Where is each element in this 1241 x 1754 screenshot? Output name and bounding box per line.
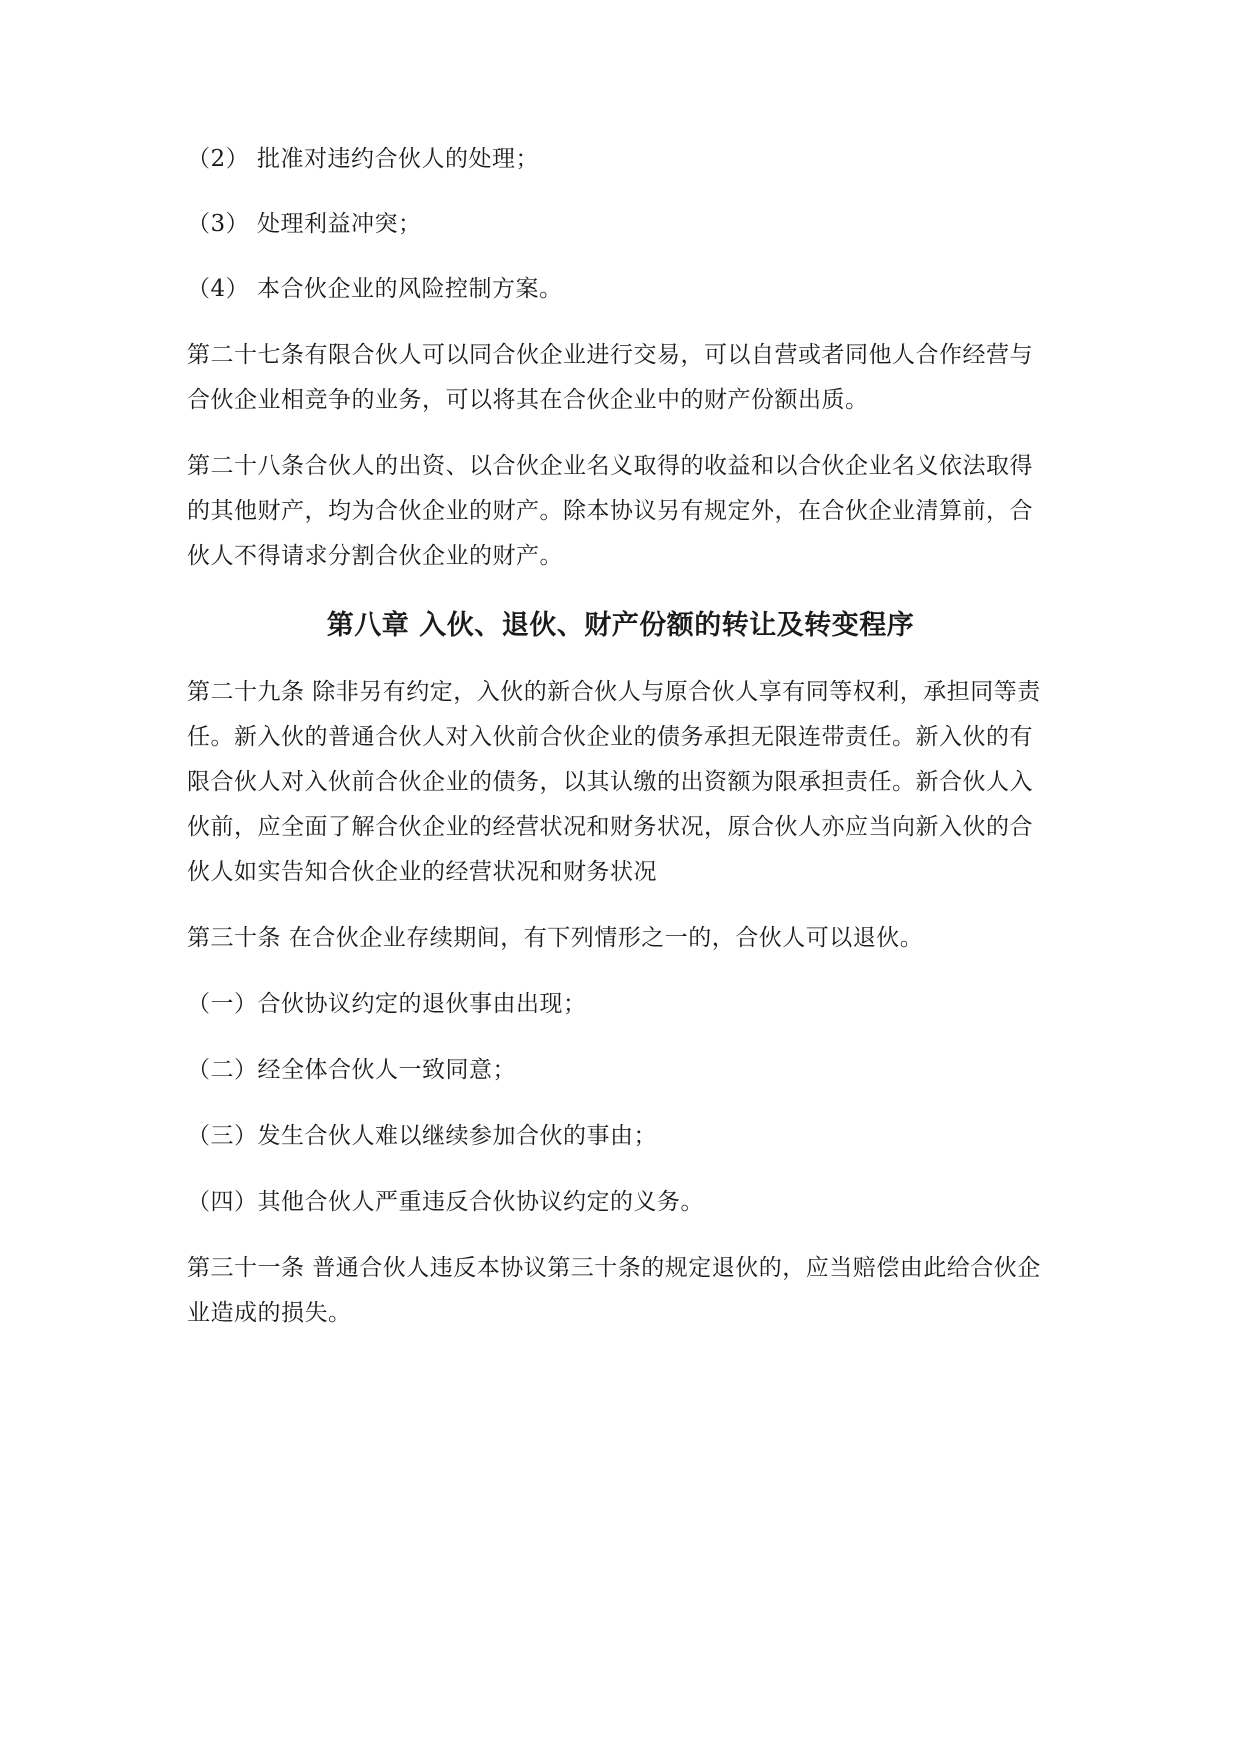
paragraph-line: 第二十八条合伙人的出资、以合伙企业名义取得的收益和以合伙企业名义依法取得 bbox=[187, 453, 1033, 479]
list-item-2: （2） 批准对违约合伙人的处理； bbox=[187, 146, 539, 172]
paragraph-line: 任。新入伙的普通合伙人对入伙前合伙企业的债务承担无限连带责任。新入伙的有 bbox=[187, 724, 1033, 750]
paragraph-line: 第二十九条 除非另有约定，入伙的新合伙人与原合伙人享有同等权利，承担同等责 bbox=[187, 679, 1041, 705]
chapter-heading: 第八章 入伙、退伙、财产份额的转让及转变程序 bbox=[326, 610, 915, 641]
paragraph-line: 限合伙人对入伙前合伙企业的债务，以其认缴的出资额为限承担责任。新合伙人入 bbox=[187, 769, 1033, 795]
paragraph-line: 合伙企业相竞争的业务，可以将其在合伙企业中的财产份额出质。 bbox=[187, 387, 869, 413]
list-item-4: （4） 本合伙企业的风险控制方案。 bbox=[187, 276, 563, 302]
paragraph-line: 第三十一条 普通合伙人违反本协议第三十条的规定退伙的，应当赔偿由此给合伙企 bbox=[187, 1255, 1041, 1281]
list-item: （一）合伙协议约定的退伙事由出现； bbox=[187, 991, 587, 1017]
paragraph-line: 第二十七条有限合伙人可以同合伙企业进行交易，可以自营或者同他人合作经营与 bbox=[187, 342, 1033, 368]
paragraph-line: 伙前，应全面了解合伙企业的经营状况和财务状况，原合伙人亦应当向新入伙的合 bbox=[187, 814, 1033, 840]
list-item: （二）经全体合伙人一致同意； bbox=[187, 1057, 516, 1083]
list-item: （四）其他合伙人严重违反合伙协议约定的义务。 bbox=[187, 1189, 704, 1215]
article-30: 第三十条 在合伙企业存续期间，有下列情形之一的，合伙人可以退伙。 bbox=[187, 925, 924, 951]
paragraph-line: 的其他财产，均为合伙企业的财产。除本协议另有规定外，在合伙企业清算前，合 bbox=[187, 498, 1033, 524]
list-item: （三）发生合伙人难以继续参加合伙的事由； bbox=[187, 1123, 657, 1149]
paragraph-line: 伙人不得请求分割合伙企业的财产。 bbox=[187, 543, 563, 569]
paragraph-line: 伙人如实告知合伙企业的经营状况和财务状况 bbox=[187, 859, 657, 885]
list-item-3: （3） 处理利益冲突； bbox=[187, 211, 422, 237]
paragraph-line: 业造成的损失。 bbox=[187, 1300, 352, 1326]
